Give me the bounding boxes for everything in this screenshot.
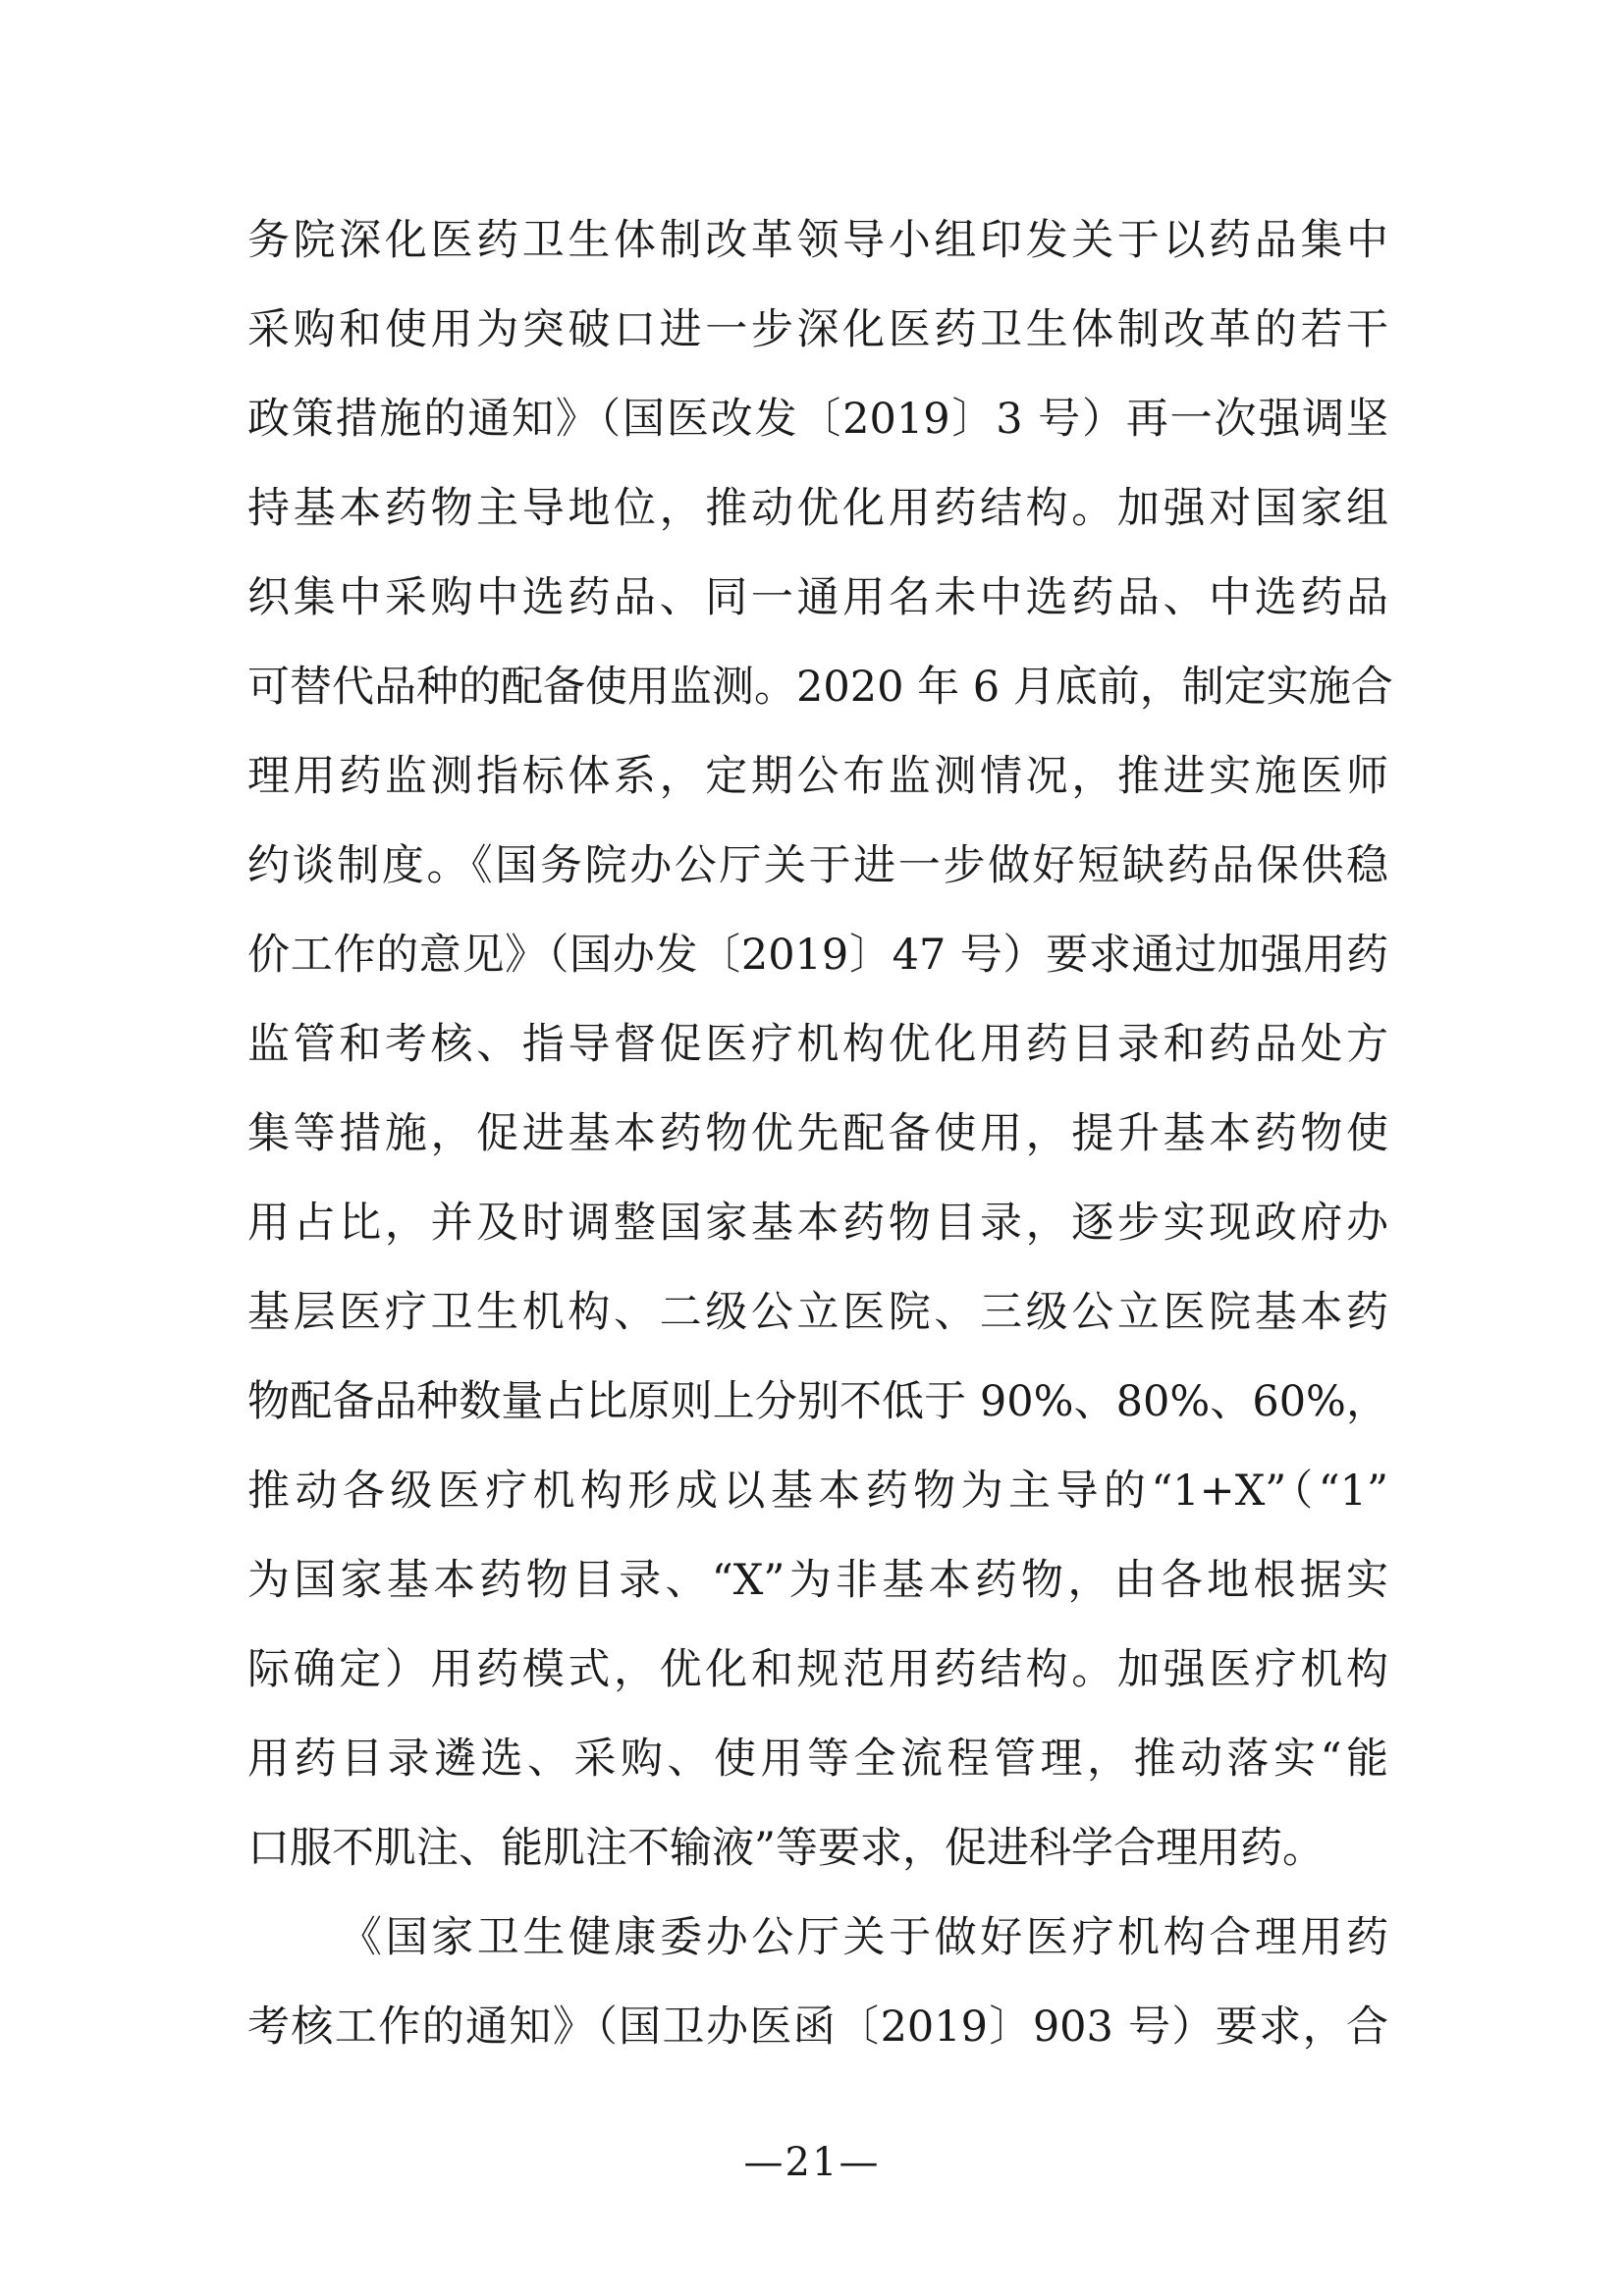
text-line: 价工作的意见》（国办发〔2019〕47 号）要求通过加强用药 — [247, 931, 1388, 980]
text-line: 持基本药物主导地位，推动优化用药结构。加强对国家组 — [247, 484, 1388, 533]
text-line: 用药目录遴选、采购、使用等全流程管理，推动落实“能 — [247, 1735, 1388, 1784]
text-line: 可替代品种的配备使用监测。2020 年 6 月底前，制定实施合 — [247, 663, 1393, 712]
text-line: 基层医疗卫生机构、二级公立医院、三级公立医院基本药 — [247, 1288, 1388, 1337]
text-line: 监管和考核、指导督促医疗机构优化用药目录和药品处方 — [247, 1020, 1388, 1069]
text-line: 推动各级医疗机构形成以基本药物为主导的“1+X”（“1” — [247, 1467, 1388, 1516]
text-line: 口服不肌注、能肌注不输液”等要求，促进科学合理用药。 — [247, 1824, 1325, 1873]
text-line: 政策措施的通知》（国医改发〔2019〕3 号）再一次强调坚 — [247, 395, 1388, 444]
text-line: 际确定）用药模式，优化和规范用药结构。加强医疗机构 — [247, 1645, 1388, 1694]
text-line: 集等措施，促进基本药物优先配备使用，提升基本药物使 — [247, 1109, 1388, 1158]
text-line: 用占比，并及时调整国家基本药物目录，逐步实现政府办 — [247, 1199, 1388, 1248]
text-line: 《国家卫生健康委办公厅关于做好医疗机构合理用药 — [340, 1913, 1388, 1962]
text-line: 理用药监测指标体系，定期公布监测情况，推进实施医师 — [247, 752, 1388, 801]
page-number: —21— — [743, 2140, 881, 2185]
text-line: 约谈制度。《国务院办公厅关于进一步做好短缺药品保供稳 — [247, 841, 1388, 890]
text-line: 织集中采购中选药品、同一通用名未中选药品、中选药品 — [247, 573, 1388, 622]
text-line: 考核工作的通知》（国卫办医函〔2019〕903 号）要求，合 — [247, 2002, 1388, 2052]
text-line: 为国家基本药物目录、“X”为非基本药物，由各地根据实 — [247, 1556, 1388, 1605]
text-line: 采购和使用为突破口进一步深化医药卫生体制改革的若干 — [247, 305, 1388, 354]
text-line: 务院深化医药卫生体制改革领导小组印发关于以药品集中 — [247, 216, 1388, 265]
text-line: 物配备品种数量占比原则上分别不低于 90%、80%、60%， — [247, 1377, 1388, 1426]
body-text — [247, 196, 1393, 2072]
